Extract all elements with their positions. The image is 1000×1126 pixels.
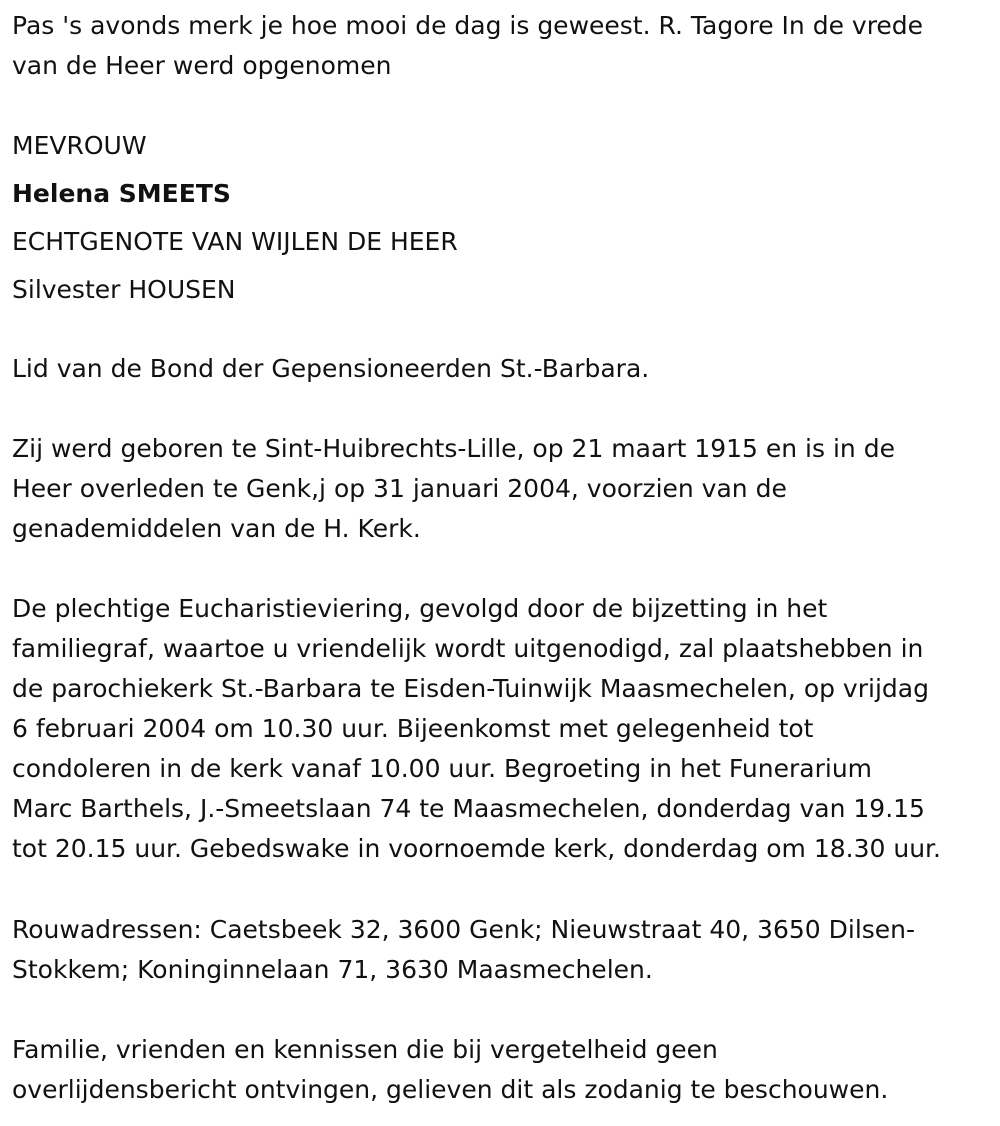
addresses-paragraph: Rouwadressen: Caetsbeek 32, 3600 Genk; Nieuwstraat 40, 3650 Dilsen- Stokkem; Koninginnelaan 71, 3630 Maasmechelen. — [12, 915, 916, 984]
spouse-name: Silvester HOUSEN — [12, 275, 236, 304]
spouse-label: ECHTGENOTE VAN WIJLEN DE HEER — [12, 227, 458, 256]
intro-quote: Pas 's avonds merk je hoe mooi de dag is geweest. R. Tagore In de vrede van de Heer werd opgenomen — [12, 11, 924, 80]
closing-paragraph: Familie, vrienden en kennissen die bij vergetelheid geen overlijdensbericht ontvingen, gelieven dit als zodanig te beschouwen. — [12, 1035, 889, 1104]
membership-paragraph: Lid van de Bond der Gepensioneerden St.-Barbara. — [12, 354, 650, 383]
service-paragraph: De plechtige Eucharistieviering, gevolgd door de bijzetting in het familiegraf, waartoe u vriendelijk wordt uitgenodigd, zal plaatshebben in de parochiekerk St.-Barbara te Eisden-Tuinwijk Maasmechelen, op vrijdag 6 februari 2004 om 10.30 uur. Bijeenkomst met gelegenheid tot condoleren in de kerk vanaf 10.00 uur. Begroeting in het Funerarium Marc Barthels, J.-Smeetslaan 74 te Maasmechelen, donderdag van 19.15 tot 20.15 uur. Gebedswake in voornoemde kerk, donderdag om 18.30 uur. — [12, 594, 941, 863]
salutation: MEVROUW — [12, 131, 147, 160]
deceased-name: Helena SMEETS — [12, 179, 231, 208]
birth-death-paragraph: Zij werd geboren te Sint-Huibrechts-Lille, op 21 maart 1915 en is in de Heer overleden te Genk,j op 31 januari 2004, voorzien van de genademiddelen van de H. Kerk. — [12, 434, 895, 543]
